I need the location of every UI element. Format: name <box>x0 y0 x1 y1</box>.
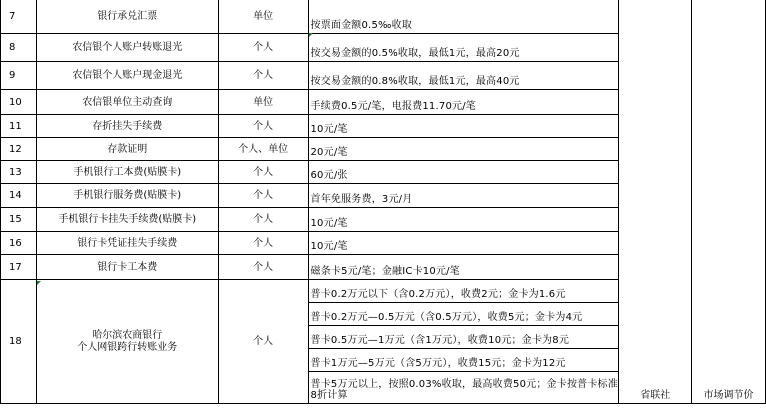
fee-standard: 磁条卡5元/笔；金融IC卡10元/笔 <box>308 255 619 280</box>
item-name: 银行卡工本费 <box>36 255 218 280</box>
pricing-method: 市场调节价 <box>703 390 754 401</box>
item-name: 存折挂失手续费 <box>36 115 218 138</box>
target: 个人 <box>218 255 308 280</box>
row-number: 16 <box>1 232 37 255</box>
target: 个人 <box>218 34 308 62</box>
table-row <box>1 0 766 34</box>
target: 个人、单位 <box>218 138 308 161</box>
fee-standard: 10元/笔 <box>308 115 619 138</box>
row-number: 12 <box>1 138 37 161</box>
target: 个人 <box>218 184 308 208</box>
fee-tier-2: 普卡0.2万元—0.5万元（含0.5万元），收费5元；金卡为4元 <box>308 303 619 326</box>
row-number: 13 <box>1 161 37 184</box>
item-name: 手机银行服务费(贴膜卡) <box>36 184 218 208</box>
fee-standard: 按交易金额的0.5%收取，最低1元，最高20元 <box>308 34 619 62</box>
fee-standard: 10元/笔 <box>308 208 619 232</box>
item-name: 银行承兑汇票 <box>36 0 218 34</box>
item-name: 手机银行工本费(贴膜卡) <box>36 161 218 184</box>
item-name: 手机银行卡挂失手续费(贴膜卡) <box>36 208 218 232</box>
pricing-cell <box>692 0 766 404</box>
item-name: 银行卡凭证挂失手续费 <box>36 232 218 255</box>
row-number: 9 <box>1 62 37 90</box>
fee-tier-3: 普卡0.5万元—1万元（含1万元），收费10元；金卡为8元 <box>308 326 619 349</box>
target: 个人 <box>218 62 308 90</box>
fee-standard: 首年免服务费，3元/月 <box>308 184 619 208</box>
approver-cell <box>619 0 692 404</box>
target: 单位 <box>218 0 308 34</box>
cell-comment-marker <box>37 281 41 285</box>
item-name <box>36 280 218 404</box>
row-number: 17 <box>1 255 37 280</box>
fee-tier-4: 普卡1万元—5万元（含5万元），收费15元；金卡为12元 <box>308 349 619 372</box>
row-number: 14 <box>1 184 37 208</box>
fee-standard: 10元/笔 <box>308 232 619 255</box>
target: 个人 <box>218 232 308 255</box>
row-number: 7 <box>1 0 37 34</box>
item-name: 存款证明 <box>36 138 218 161</box>
fee-standard: 60元/张 <box>308 161 619 184</box>
item-name: 农信银个人账户现金退光 <box>36 62 218 90</box>
approver: 省联社 <box>640 390 671 401</box>
item-name: 农信银单位主动查询 <box>36 90 218 115</box>
target: 单位 <box>218 90 308 115</box>
target: 个人 <box>218 115 308 138</box>
target: 个人 <box>218 280 308 404</box>
fee-tier-1: 普卡0.2万元以下（含0.2万元），收费2元；金卡为1.6元 <box>308 280 619 303</box>
cell-comment-marker <box>309 33 313 37</box>
row-number: 11 <box>1 115 37 138</box>
fee-standard: 按票面金额0.5‰收取 <box>308 0 619 34</box>
row-number: 8 <box>1 34 37 62</box>
item-name-line1: 哈尔滨农商银行 <box>92 329 163 341</box>
row-number: 18 <box>1 280 37 404</box>
fee-standard: 手续费0.5元/笔，电报费11.70元/笔 <box>308 90 619 115</box>
row-number: 10 <box>1 90 37 115</box>
fee-standard: 20元/笔 <box>308 138 619 161</box>
item-name: 农信银个人账户转账退光 <box>36 34 218 62</box>
item-name-line2: 个人网银跨行转账业务 <box>77 341 178 353</box>
row-number: 15 <box>1 208 37 232</box>
target: 个人 <box>218 161 308 184</box>
fee-tier-5: 普卡5万元以上，按照0.03%收取，最高收费50元；金卡按普卡标准8折计算 <box>308 372 619 404</box>
fee-standard: 按交易金额的0.8%收取，最低1元，最高40元 <box>308 62 619 90</box>
target: 个人 <box>218 208 308 232</box>
